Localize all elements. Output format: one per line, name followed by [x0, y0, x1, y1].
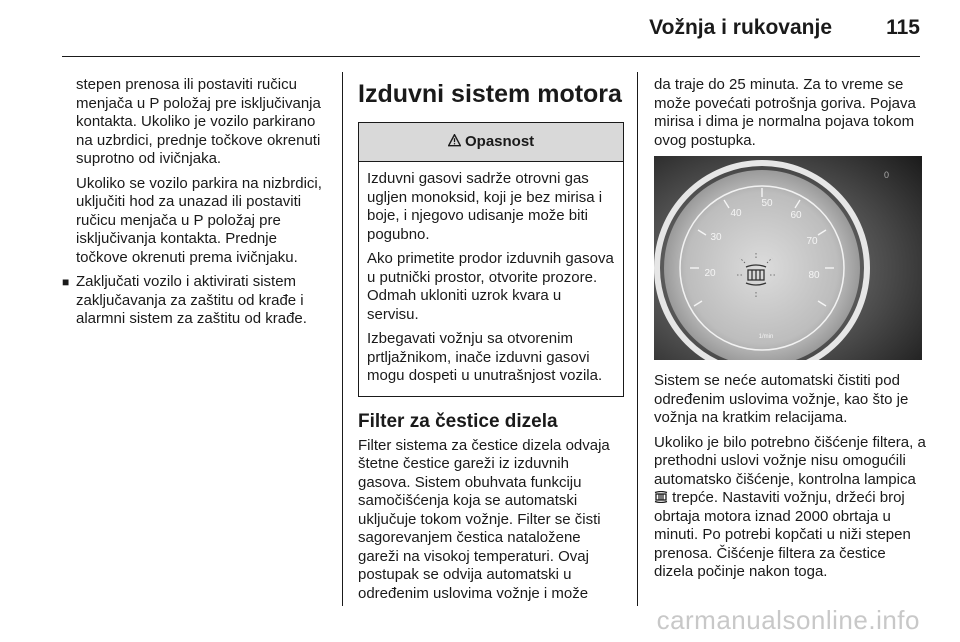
gauge-tick: 30 — [710, 232, 722, 243]
warning-paragraph: Ako primetite prodor izduvnih gasova u putnički prostor, otvorite prozore. Odmah ukloniti uzrok kvara u servisu. — [367, 250, 614, 323]
paragraph: Filter sistema za čestice dizela odvaja štetne čestice gareži iz izduvnih gasova. Sistem obuhvata funkciju samočišćenja koja se automatski uključuje tokom vožnje. Filter se čisti sagorevanjem čestica nataložene gareži na visokoj temperaturi. Ovaj postupak se odvija automatski u određenim uslovima vožnje i može — [358, 436, 610, 602]
paragraph: da traje do 25 minuta. Za to vreme se može povećati potrošnja goriva. Pojava mirisa i dima je normalna pojava tokom ovog postupka. — [654, 76, 916, 149]
gauge-tick: 40 — [730, 208, 742, 219]
gauge-unit-label: 1/min — [758, 334, 774, 340]
column-2 — [358, 76, 624, 609]
header-title: Vožnja i rukovanje — [649, 16, 832, 39]
warning-triangle-icon — [448, 133, 465, 150]
warning-box — [358, 122, 624, 397]
subsection-title: Filter za čestice dizela — [358, 410, 558, 432]
column-1 — [62, 76, 330, 335]
gauge-tick: 70 — [806, 236, 818, 247]
gauge-tick: 80 — [808, 270, 820, 281]
paragraph: Ukoliko se vozilo parkira na nizbrdici, uključiti hod za unazad ili postaviti ručicu menjača u P položaj pre isključivanja kontakta. Prednje točkove okrenuti prema ivičnjaku. — [76, 174, 322, 266]
warning-paragraph: Izduvni gasovi sadrže otrovni gas ugljen monoksid, koji je bez mirisa i boje, i njegovo udisanje može biti pogubno. — [367, 170, 603, 243]
warning-header — [359, 123, 623, 162]
tachometer-photo — [654, 156, 922, 360]
paragraph-text: trepće. Nastaviti vožnju, držeći broj obrtaja motora iznad 2000 obrtaja u minuti. Po potrebi kopčati u niži stepen prenosa. Čišćenje filtera za čestice dizela počinje nakon toga. — [654, 489, 911, 580]
paragraph: stepen prenosa ili postaviti ručicu menjača u P položaj pre isključivanja kontakta. Ukoliko je vozilo parkirano na uzbrdici, prednje točkove okrenuti suprotno od ivičnjaka. — [76, 76, 321, 167]
column-divider-1 — [342, 72, 343, 606]
page-number: 115 — [886, 16, 920, 39]
gauge-tick: 0 — [884, 170, 890, 180]
warning-body — [359, 162, 623, 396]
gauge-tick: 50 — [761, 198, 773, 209]
section-title: Izduvni sistem motora — [358, 80, 622, 108]
column-3 — [654, 76, 926, 588]
watermark: carmanualsonline.info — [656, 605, 920, 635]
gauge-tick: 60 — [790, 210, 802, 221]
paragraph: Sistem se neće automatski čistiti pod određenim uslovima vožnje, kao što je vožnja na kratkim relacijama. — [654, 372, 909, 426]
column-divider-2 — [637, 72, 638, 606]
paragraph-text: Ukoliko je bilo potrebno čišćenje filtera, a prethodni uslovi vožnje nisu omogućili automatsko čišćenje, kontrolna lampica — [654, 433, 926, 488]
warning-title: Opasnost — [464, 133, 535, 150]
warning-paragraph: Izbegavati vožnju sa otvorenim prtljažnikom, inače izduvni gasovi mogu dospeti u unutrašnjost vozila. — [367, 330, 603, 384]
gauge-tick: 20 — [704, 268, 716, 279]
bullet-item: ■ Zaključati vozilo i aktivirati sistem zaključavanja za zaštitu od krađe i alarmni sistem za zaštitu od krađe. — [62, 273, 330, 329]
header-divider — [62, 56, 920, 57]
paragraph — [654, 434, 926, 582]
dpf-warning-lamp-icon — [654, 489, 668, 506]
